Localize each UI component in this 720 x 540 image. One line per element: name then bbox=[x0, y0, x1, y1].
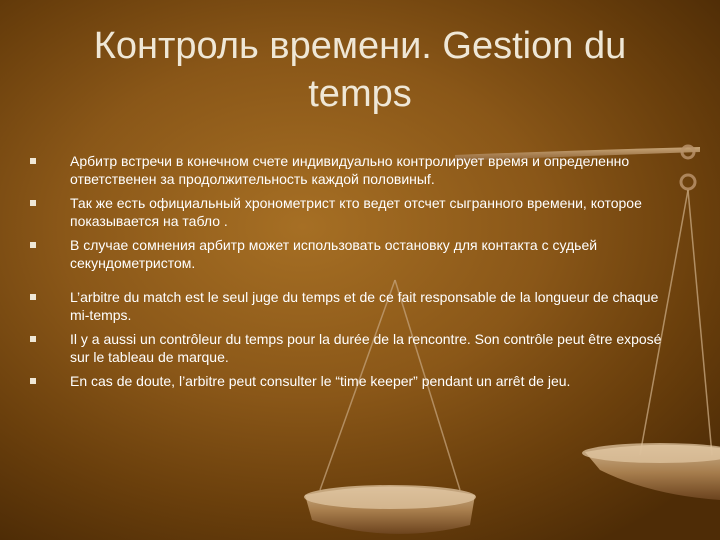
square-bullet-icon bbox=[30, 242, 36, 248]
bullet-text: Il y a aussi un contrôleur du temps pour la durée de la rencontre. Son contrôle peut être exposé sur le tableau de marque. bbox=[70, 331, 662, 365]
square-bullet-icon bbox=[30, 294, 36, 300]
bullet-item-2 bbox=[30, 194, 680, 230]
square-bullet-icon bbox=[30, 200, 36, 206]
square-bullet-icon bbox=[30, 336, 36, 342]
bullet-item-6 bbox=[30, 372, 680, 390]
bullet-item-5 bbox=[30, 330, 680, 366]
bullet-text: Арбитр встречи в конечном счете индивидуально контролирует время и определенно ответственен за продолжительность каждой половиныf. bbox=[70, 153, 630, 187]
slide-title: Контроль времени. Gestion du temps bbox=[93, 25, 627, 115]
bullet-list bbox=[30, 152, 680, 396]
bullet-item-1 bbox=[30, 152, 680, 188]
bullet-text: En cas de doute, l’arbitre peut consulter le “time keeper” pendant un arrêt de jeu. bbox=[70, 373, 571, 389]
bullet-item-4 bbox=[30, 288, 680, 324]
bullet-item-3 bbox=[30, 236, 680, 272]
bullet-text: L’arbitre du match est le seul juge du temps et de ce fait responsable de la longueur de chaque mi-temps. bbox=[70, 289, 659, 323]
square-bullet-icon bbox=[30, 378, 36, 384]
square-bullet-icon bbox=[30, 158, 36, 164]
bullet-text: В случае сомнения арбитр может использовать остановку для контакта с судьей секундометристом. bbox=[70, 237, 598, 271]
bullet-text: Так же есть официальный хронометрист кто ведет отсчет сыгранного времени, которое показывается на табло . bbox=[70, 195, 642, 229]
